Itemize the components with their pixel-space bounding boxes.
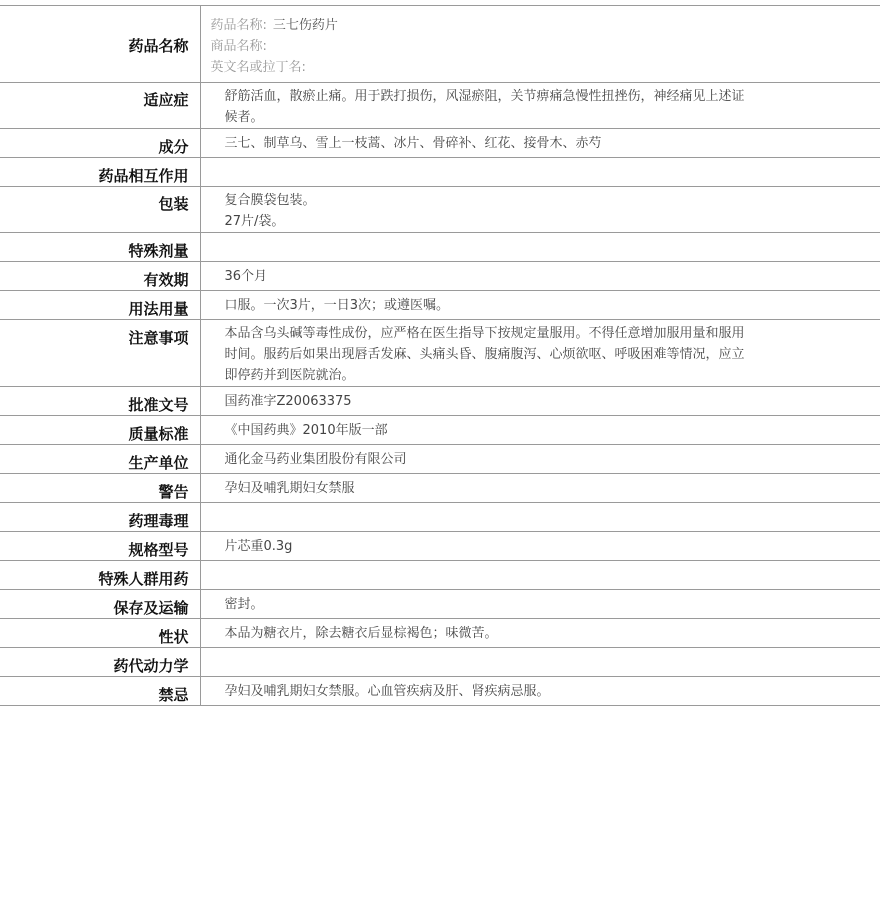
row-value-line: 本品含乌头碱等毒性成份，应严格在医生指导下按规定量服用。不得任意增加服用量和服用 [224, 326, 745, 341]
row-value-line: 即停药并到医院就治。 [224, 368, 355, 383]
row-label: 质量标准 [0, 416, 200, 445]
row-label: 成分 [0, 129, 200, 158]
row-value-line: 密封。 [224, 597, 264, 612]
row-label: 生产单位 [0, 445, 200, 474]
row-value [200, 532, 880, 561]
english-name-label: 英文名或拉丁名: [210, 60, 306, 75]
row-value [200, 445, 880, 474]
row-label: 警告 [0, 474, 200, 503]
row-value [200, 129, 880, 158]
row-label: 批准文号 [0, 387, 200, 416]
row-value [200, 387, 880, 416]
row-label: 有效期 [0, 262, 200, 291]
table-row [0, 474, 880, 503]
row-value-line: 口服。一次3片，一日3次；或遵医嘱。 [224, 298, 450, 313]
row-label: 适应症 [0, 83, 200, 129]
row-value-line: 通化金马药业集团股份有限公司 [224, 452, 407, 467]
row-value-line: 本品为糖衣片，除去糖衣后显棕褐色；味微苦。 [224, 626, 498, 641]
table-row [0, 158, 880, 187]
row-value-line: 时间。服药后如果出现唇舌发麻、头痛头昏、腹痛腹泻、心烦欲呕、呼吸困难等情况，应立 [224, 347, 745, 362]
table-row [0, 416, 880, 445]
row-label: 用法用量 [0, 291, 200, 320]
row-label: 包装 [0, 187, 200, 233]
row-value [200, 561, 880, 590]
row-value [200, 158, 880, 187]
table-row [0, 677, 880, 706]
table-row [0, 233, 880, 262]
row-label: 性状 [0, 619, 200, 648]
row-value-line: 三七、制草乌、雪上一枝蒿、冰片、骨碎补、红花、接骨木、赤芍 [224, 136, 602, 151]
table-row [0, 445, 880, 474]
row-label: 特殊人群用药 [0, 561, 200, 590]
table-row [0, 532, 880, 561]
table-row [0, 129, 880, 158]
row-label: 注意事项 [0, 320, 200, 387]
row-value-line: 国药准字Z20063375 [224, 394, 352, 409]
row-value [200, 474, 880, 503]
table-row [0, 83, 880, 129]
table-row [0, 648, 880, 677]
row-value-line: 36个月 [224, 269, 268, 284]
trade-name-label: 商品名称: [210, 39, 267, 54]
row-value-line: 孕妇及哺乳期妇女禁服。心血管疾病及肝、肾疾病忌服。 [224, 684, 550, 699]
row-value [200, 262, 880, 291]
row-value-line: 片芯重0.3g [224, 539, 293, 554]
table-row [0, 262, 880, 291]
row-value-line: 27片/袋。 [224, 214, 285, 229]
row-label: 药理毒理 [0, 503, 200, 532]
row-label: 规格型号 [0, 532, 200, 561]
row-value [200, 503, 880, 532]
row-value-line: 复合膜袋包装。 [224, 193, 316, 208]
row-label: 药品名称 [0, 6, 200, 83]
row-value [200, 187, 880, 233]
table-row [0, 187, 880, 233]
row-value [200, 6, 880, 83]
table-row [0, 619, 880, 648]
drug-name-value: 三七伤药片 [272, 18, 338, 33]
table-row [0, 503, 880, 532]
row-value [200, 291, 880, 320]
row-label: 保存及运输 [0, 590, 200, 619]
row-value [200, 320, 880, 387]
row-value [200, 233, 880, 262]
row-value-line: 孕妇及哺乳期妇女禁服 [224, 481, 355, 496]
row-value [200, 648, 880, 677]
row-label: 特殊剂量 [0, 233, 200, 262]
drug-name-line [211, 15, 791, 36]
row-label: 药品相互作用 [0, 158, 200, 187]
row-value [200, 677, 880, 706]
table-row [0, 590, 880, 619]
row-value [200, 416, 880, 445]
row-value-line: 《中国药典》2010年版一部 [224, 423, 388, 438]
row-value-line: 舒筋活血，散瘀止痛。用于跌打损伤，风湿瘀阻，关节痹痛急慢性扭挫伤，神经痛见上述证 [224, 89, 745, 104]
row-value [200, 619, 880, 648]
row-value-line: 候者。 [224, 110, 264, 125]
drug-name-label: 药品名称: [210, 18, 267, 33]
table-row [0, 291, 880, 320]
row-label: 药代动力学 [0, 648, 200, 677]
row-value [200, 83, 880, 129]
table-row [0, 387, 880, 416]
row-label: 禁忌 [0, 677, 200, 706]
table-row-drug-name [0, 6, 880, 83]
drug-info-table [0, 5, 880, 706]
row-value [200, 590, 880, 619]
table-row [0, 320, 880, 387]
table-row [0, 561, 880, 590]
